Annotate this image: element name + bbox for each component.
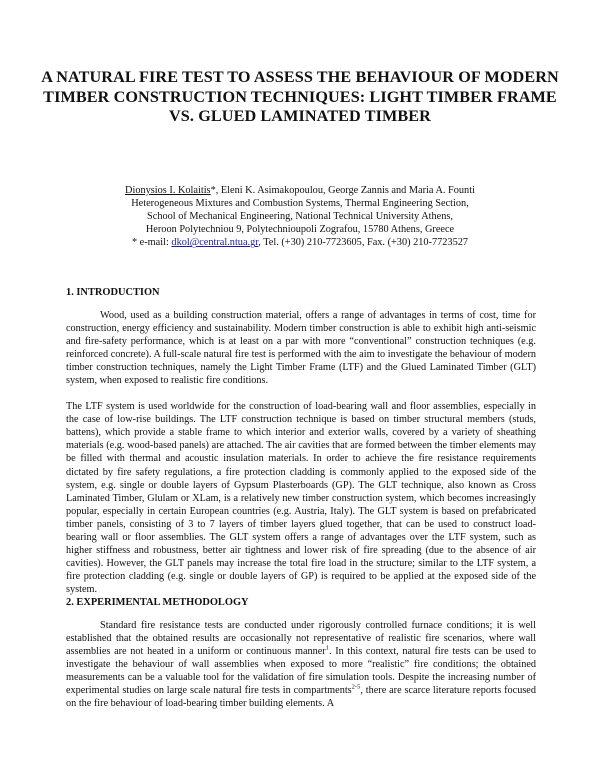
paragraph-text: , there are scarce literature reports focused on the fire behaviour of load-bearing timber building elements. A <box>66 685 536 710</box>
email-label: * e-mail: <box>131 237 172 249</box>
paragraph-text: Standard fire resistance tests are conducted under rigorously controlled furnace conditions; it is well established that the obtained results are occasionally not representative of realistic fire scenarios, where wall assemblies are not heated in a uniform or continuous manner <box>66 620 536 658</box>
affiliation-line-1: Heterogeneous Mixtures and Combustion Systems, Thermal Engineering Section, <box>131 198 469 210</box>
email-link[interactable]: dkol@central.ntua.gr <box>171 237 259 249</box>
author-block <box>60 184 540 249</box>
author-line <box>60 184 540 197</box>
section-methodology <box>66 597 536 710</box>
co-authors: *, Eleni K. Asimakopoulou, George Zannis and Maria A. Founti <box>210 185 475 196</box>
section-heading: 2. EXPERIMENTAL METHODOLOGY <box>66 597 249 608</box>
citation-ref: 1 <box>325 644 329 652</box>
methodology-paragraph-1 <box>66 619 536 710</box>
corresponding-author[interactable]: Dionysios I. Kolaitis <box>125 185 211 196</box>
citation-ref: 2-5 <box>351 683 361 691</box>
section-introduction <box>66 287 536 596</box>
paragraph-text: . In this context, natural fire tests can be used to investigate the behaviour of wall assemblies when exposed to more “realistic” fire conditions; the obtained measurements can be a valuable tool for the validation of fire simulation tools. Despite the increasing number of experimental studies on large scale natural fire tests in compartments <box>66 646 536 697</box>
intro-paragraph-2: The LTF system is used worldwide for the construction of load-bearing wall and floor assemblies, especially in the case of low-rise buildings. The LTF construction technique is based on timber structural members (studs, battens), which provide a stable frame to which interior and exterior walls, covered by a variety of sheathing materials (e.g. wood-based panels) are attached. The air cavities that are formed between the timber elements may be filled with thermal and acoustic insulation materials. In order to achieve the fire resistance requirements dictated by fire safety regulations, a fire protection cladding is commonly applied to the exposed side of the system, e.g. single or double layers of Gypsum Plasterboards (GP). The GLT technique, also known as Cross Laminated Timber, Glulam or XLam, is a relatively new timber construction system, which becomes increasingly popular, especially in certain European countries (e.g. Austria, Italy). The GLT system is based on prefabricated timber panels, consisting of 3 to 7 layers of timber layers glued together, that can be used to construct load-bearing wall or floor assemblies. The GLT system offers a range of advantages over the LTF system, such as higher stiffness and robustness, better air tightness and lower risk of fire spreading (due to the absence of air cavities). However, the GLT panels may increase the total fire load in the structure; similar to the LTF system, a fire protection cladding (e.g. single or double layers of GP) is required to be applied at the exposed side of the system. <box>66 401 536 595</box>
contact-line <box>60 236 540 249</box>
paper-title: A NATURAL FIRE TEST TO ASSESS THE BEHAVIOUR OF MODERN TIMBER CONSTRUCTION TECHNIQUES: LIGHT TIMBER FRAME VS. GLUED LAMINATED TIMBER <box>41 68 559 125</box>
phone-fax: , Tel. (+30) 210-7723605, Fax. (+30) 210-7723527 <box>258 237 469 249</box>
intro-paragraph-1: Wood, used as a building construction material, offers a range of advantages in terms of cost, time for construction, energy efficiency and sustainability. Modern timber construction is able to exhibit high anti-seismic and fire-safety performance, which is at least on a par with more “conventional” construction techniques (e.g. reinforced concrete). A full-scale natural fire test is performed with the aim to investigate the behaviour of modern timber construction techniques, namely the Light Timber Frame (LTF) and the Glued Laminated Timber (GLT) system, when exposed to realistic fire conditions. <box>66 310 536 387</box>
affiliation-line-2: School of Mechanical Engineering, National Technical University Athens, <box>147 211 453 223</box>
affiliation-line-3: Heroon Polytechniou 9, Polytechnioupoli Zografou, 15780 Athens, Greece <box>145 224 455 236</box>
section-heading: 1. INTRODUCTION <box>66 287 160 298</box>
